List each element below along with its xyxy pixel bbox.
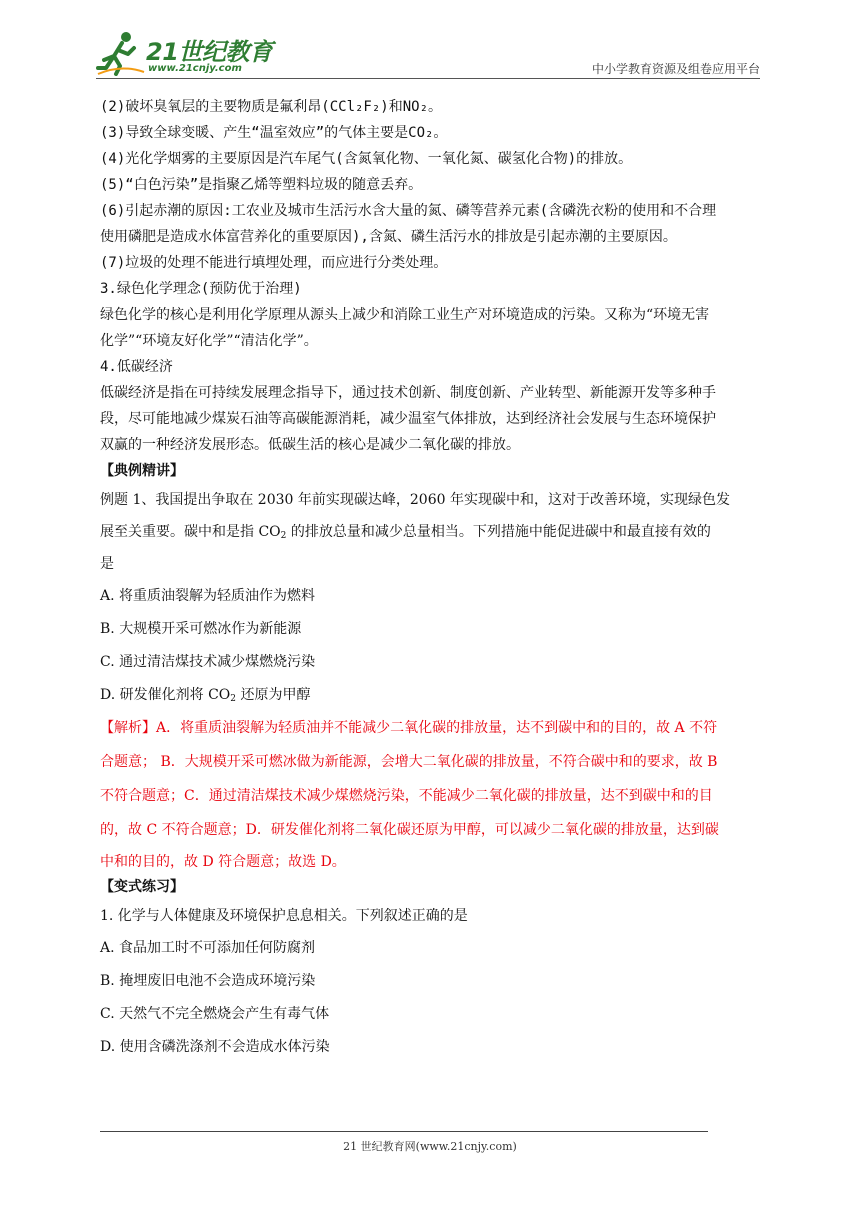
option-b: B. 大规模开采可燃冰作为新能源 [100, 621, 302, 637]
analysis-line: 合题意； B．大规模开采可燃冰做为新能源，会增大二氧化碳的排放量，不符合碳中和的要求，故 B [100, 754, 718, 770]
text-line: 使用磷肥是造成水体富营养化的重要原因),含氮、磷生活污水的排放是引起赤潮的主要原因。 [100, 229, 677, 245]
subscript: 2 [280, 531, 287, 541]
text-line: (5)“白色污染”是指聚乙烯等塑料垃圾的随意丢弃。 [100, 177, 423, 193]
section-heading: 3.绿色化学理念(预防优于治理) [100, 281, 302, 297]
practice-option-c: C. 天然气不完全燃烧会产生有毒气体 [100, 1006, 330, 1022]
logo-url: www.21cnjy.com [148, 63, 242, 74]
text-line: (7)垃圾的处理不能进行填埋处理，而应进行分类处理。 [100, 255, 448, 271]
runner-logo-icon [96, 30, 146, 76]
analysis-line: 中和的目的，故 D 符合题意；故选 D。 [100, 854, 346, 870]
text-line: (3)导致全球变暖、产生“温室效应”的气体主要是CO₂。 [100, 125, 448, 141]
practice-question: 1. 化学与人体健康及环境保护息息相关。下列叙述正确的是 [100, 908, 468, 924]
question-text: 展至关重要。碳中和是指 CO [100, 524, 281, 540]
practice-option-b: B. 掩埋废旧电池不会造成环境污染 [100, 973, 316, 989]
question-line [100, 518, 766, 550]
option-d [100, 681, 766, 714]
question-text: 的排放总量和减少总量相当。下列措施中能促进碳中和最直接有效的 [286, 524, 711, 540]
example-heading: 【典例精讲】 [100, 463, 184, 479]
text-line: (6)引起赤潮的原因:工农业及城市生活污水含大量的氮、磷等营养元素(含磷洗衣粉的使用和不合理 [100, 203, 717, 219]
text-line: 双赢的一种经济发展形态。低碳生活的核心是减少二氧化碳的排放。 [100, 437, 520, 453]
header-platform-name: 中小学教育资源及组卷应用平台 [591, 62, 760, 76]
analysis-line: 【解析】A．将重质油裂解为轻质油并不能减少二氧化碳的排放量，达不到碳中和的目的，故 A 不符 [100, 720, 718, 736]
logo-text: 21世纪教育 [146, 38, 273, 66]
text-line: 绿色化学的核心是利用化学原理从源头上减少和消除工业生产对环境造成的污染。又称为“环境无害 [100, 307, 710, 323]
section-heading: 4.低碳经济 [100, 359, 173, 375]
option-text: D. 研发催化剂将 CO [100, 687, 231, 703]
page-header [96, 30, 760, 80]
option-a: A. 将重质油裂解为轻质油作为燃料 [100, 588, 316, 604]
option-text: 还原为甲醇 [236, 687, 311, 703]
practice-option-a: A. 食品加工时不可添加任何防腐剂 [100, 940, 316, 956]
option-c: C. 通过清洁煤技术减少煤燃烧污染 [100, 654, 316, 670]
page-footer: 21 世纪教育网(www.21cnjy.com) [343, 1140, 517, 1153]
question-line: 例题 1、我国提出争取在 2030 年前实现碳达峰，2060 年实现碳中和，这对于改善环境，实现绿色发 [100, 492, 730, 508]
question-line: 是 [100, 556, 114, 572]
practice-option-d: D. 使用含磷洗涤剂不会造成水体污染 [100, 1039, 330, 1055]
text-line: 化学”“环境友好化学”“清洁化学”。 [100, 333, 318, 349]
subscript: 2 [230, 694, 236, 704]
analysis-line: 的，故 C 不符合题意；D．研发催化剂将二氧化碳还原为甲醇，可以减少二氧化碳的排放量，达到碳 [100, 822, 719, 838]
header-divider [96, 78, 760, 79]
text-line: 段，尽可能地减少煤炭石油等高碳能源消耗，减少温室气体排放，达到经济社会发展与生态环境保护 [100, 411, 716, 427]
text-line: 低碳经济是指在可持续发展理念指导下，通过技术创新、制度创新、产业转型、新能源开发等多种手 [100, 385, 716, 401]
site-logo [96, 30, 296, 80]
text-line: (2)破坏臭氧层的主要物质是氟利昂(CCl₂F₂)和NO₂。 [100, 99, 443, 115]
footer-divider [100, 1131, 708, 1132]
analysis-line: 不符合题意；C．通过清洁煤技术减少煤燃烧污染，不能减少二氧化碳的排放量，达不到碳中和的目 [100, 788, 713, 804]
practice-heading: 【变式练习】 [100, 879, 184, 895]
document-body [100, 96, 766, 1066]
text-line: (4)光化学烟雾的主要原因是汽车尾气(含氮氧化物、一氧化氮、碳氢化合物)的排放。 [100, 151, 633, 167]
